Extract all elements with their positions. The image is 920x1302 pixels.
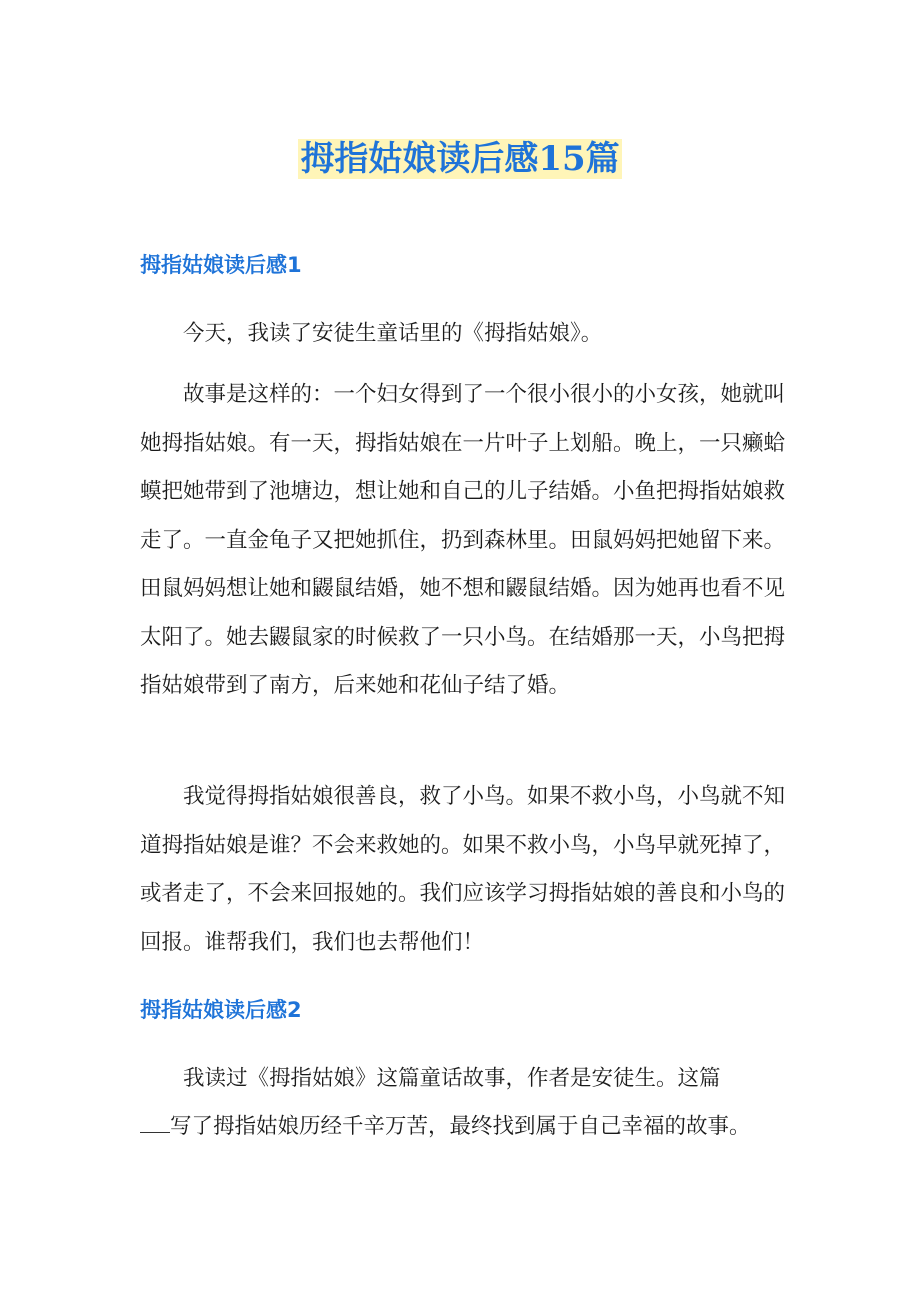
section-heading-2: 拇指姑娘读后感2: [140, 998, 302, 1022]
paragraph: 今天，我读了安徒生童话里的《拇指姑娘》。: [183, 321, 603, 346]
paragraph-continued: [140, 1103, 785, 1152]
fill-in-blank: [140, 1114, 170, 1133]
section-heading-1: 拇指姑娘读后感1: [140, 253, 302, 277]
document-title-text: 拇指姑娘读后感15篇: [300, 139, 620, 179]
paragraph: 我觉得拇指姑娘很善良，救了小鸟。如果不救小鸟，小鸟就不知道拇指姑娘是谁？不会来救她的。如果不救小鸟，小鸟早就死掉了，或者走了，不会来回报她的。我们应该学习拇指姑娘的善良和小鸟的回报。谁帮我们，我们也去帮他们！: [140, 784, 786, 955]
document-title: [0, 134, 920, 184]
paragraph-continued-text: 写了拇指姑娘历经千辛万苦，最终找到属于自己幸福的故事。: [170, 1114, 751, 1139]
paragraph: 故事是这样的：一个妇女得到了一个很小很小的小女孩，她就叫她拇指姑娘。有一天，拇指姑娘在一片叶子上划船。晚上，一只癞蛤蟆把她带到了池塘边，想让她和自己的儿子结婚。小鱼把拇指姑娘救走了。一直金龟子又把她抓住，扔到森林里。田鼠妈妈把她留下来。田鼠妈妈想让她和鼹鼠结婚，她不想和鼹鼠结婚。因为她再也看不见太阳了。她去鼹鼠家的时候救了一只小鸟。在结婚那一天，小鸟把拇指姑娘带到了南方，后来她和花仙子结了婚。: [140, 382, 786, 698]
paragraph: 我读过《拇指姑娘》这篇童话故事，作者是安徒生。这篇: [183, 1066, 721, 1091]
